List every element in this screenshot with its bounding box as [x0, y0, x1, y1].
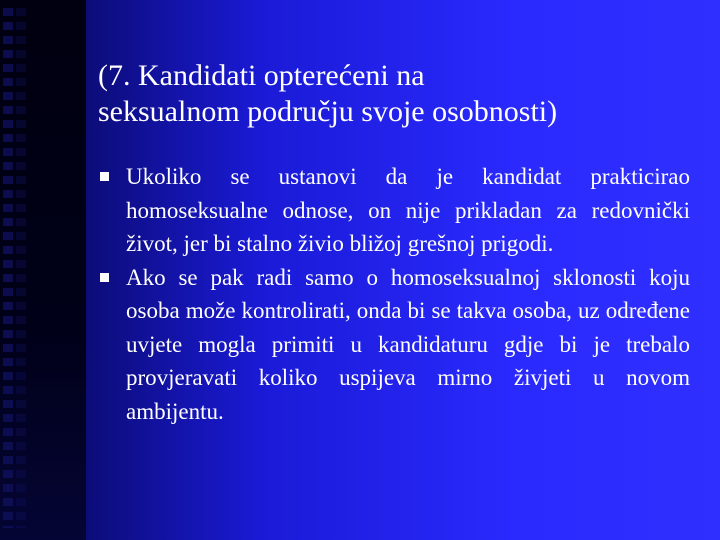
bullet-item [98, 261, 690, 429]
slide-title-line-1: (7. Kandidati opterećeni na [98, 59, 425, 92]
bullet-item [98, 160, 690, 261]
square-bullet-icon [98, 261, 126, 294]
bullet-text: Ako se pak radi samo o homoseksualnoj sklonosti koju osoba može kontrolirati, onda bi se takva osoba, uz određene uvjete mogla primiti u kandidaturu gdje bi je trebalo provjeravati koliko uspijeva mirno živjeti u novom ambijentu. [126, 264, 690, 424]
slide-title [98, 58, 698, 130]
decorative-side-strip [0, 0, 86, 540]
square-pattern-column [16, 8, 26, 528]
square-pattern-column [3, 8, 13, 528]
square-bullet-icon [98, 160, 126, 193]
bullet-list [98, 160, 690, 428]
slide-title-line-2: seksualnom području svoje osobnosti) [98, 95, 558, 128]
bullet-text: Ukoliko se ustanovi da je kandidat prakticirao homoseksualne odnose, on nije prikladan za redovnički život, jer bi stalno živio bližoj grešnoj prigodi. [126, 164, 690, 256]
